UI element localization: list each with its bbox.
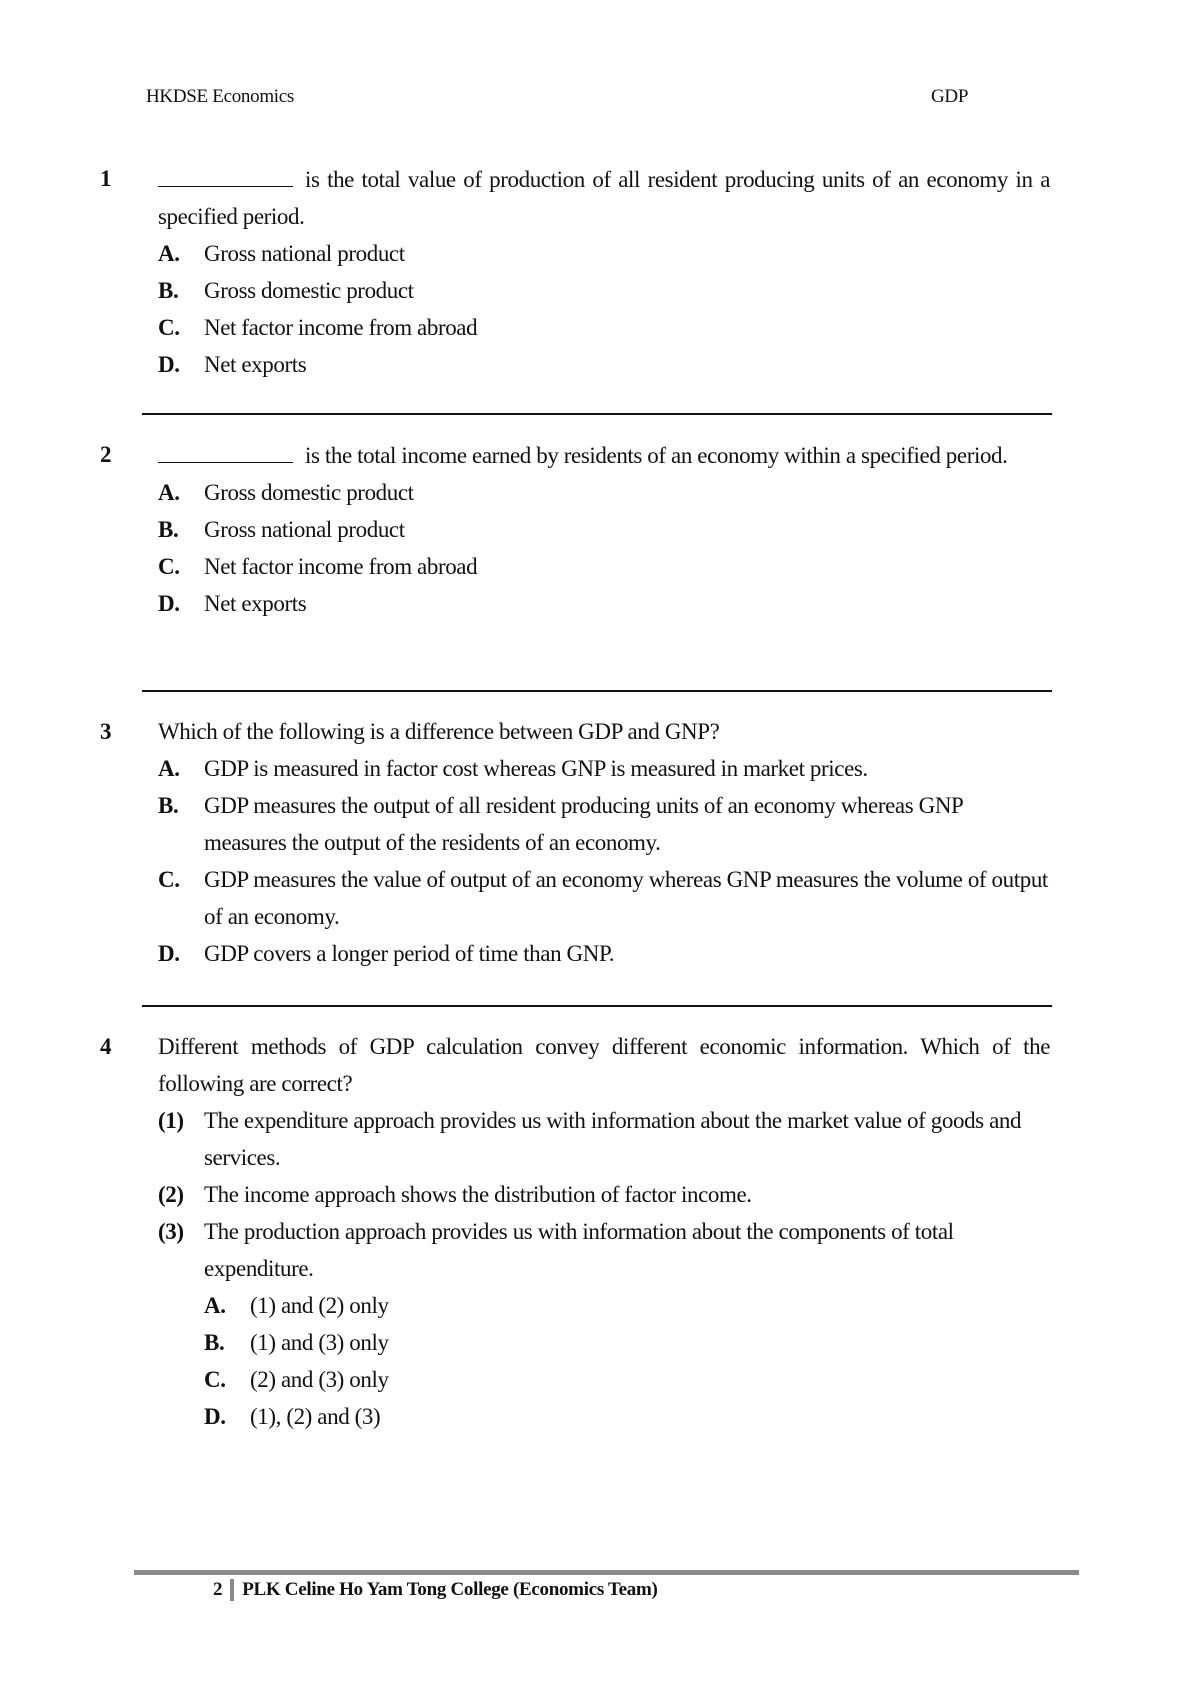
footer-divider bbox=[134, 1570, 1079, 1575]
answer-blank bbox=[158, 436, 293, 463]
question-3 bbox=[100, 713, 1050, 972]
statement-3: (3) The production approach provides us with information about the components of total expenditure. bbox=[158, 1219, 954, 1281]
option-b: B. (1) and (3) only bbox=[204, 1330, 389, 1355]
header-topic: GDP bbox=[931, 86, 969, 107]
question-divider bbox=[142, 1005, 1052, 1007]
question-stem: Which of the following is a difference between GDP and GNP? bbox=[158, 719, 720, 744]
statement-1: (1) The expenditure approach provides us with information about the market value of goods and services. bbox=[158, 1108, 1022, 1170]
page-number: 2 bbox=[213, 1579, 223, 1600]
answer-options bbox=[204, 1287, 1050, 1435]
question-2 bbox=[100, 436, 1050, 622]
option-a: A. GDP is measured in factor cost whereas GNP is measured in market prices. bbox=[158, 756, 868, 781]
question-1 bbox=[100, 160, 1050, 383]
option-d: D. Net exports bbox=[158, 352, 307, 377]
option-c: C. Net factor income from abroad bbox=[158, 315, 478, 340]
question-divider bbox=[142, 413, 1052, 415]
option-b: B. Gross national product bbox=[158, 517, 405, 542]
option-a: A. Gross domestic product bbox=[158, 480, 414, 505]
footer-separator bbox=[230, 1579, 234, 1601]
option-d: D. (1), (2) and (3) bbox=[204, 1404, 381, 1429]
option-b: B. Gross domestic product bbox=[158, 278, 414, 303]
page-footer bbox=[213, 1579, 658, 1601]
question-stem: is the total income earned by residents of an economy within a specified period. bbox=[158, 436, 1050, 474]
question-stem: Different methods of GDP calculation convey different economic information. Which of the following are correct? bbox=[158, 1034, 1050, 1096]
header-subject: HKDSE Economics bbox=[146, 86, 295, 107]
question-number: 4 bbox=[100, 1034, 112, 1059]
option-c: C. Net factor income from abroad bbox=[158, 554, 478, 579]
option-c: C. GDP measures the value of output of an economy whereas GNP measures the volume of output of an economy. bbox=[158, 867, 1048, 929]
question-number: 2 bbox=[100, 442, 112, 467]
option-a: A. (1) and (2) only bbox=[204, 1293, 389, 1318]
question-number: 1 bbox=[100, 166, 112, 191]
option-d: D. Net exports bbox=[158, 591, 307, 616]
answer-blank bbox=[158, 160, 293, 187]
option-b: B. GDP measures the output of all resident producing units of an economy whereas GNP measures the output of the residents of an economy. bbox=[158, 793, 963, 855]
question-divider bbox=[142, 690, 1052, 692]
question-number: 3 bbox=[100, 719, 112, 744]
school-name: PLK Celine Ho Yam Tong College (Economics Team) bbox=[242, 1579, 658, 1600]
question-4 bbox=[100, 1028, 1050, 1435]
option-c: C. (2) and (3) only bbox=[204, 1367, 389, 1392]
option-a: A. Gross national product bbox=[158, 241, 405, 266]
statement-2: (2) The income approach shows the distribution of factor income. bbox=[158, 1182, 752, 1207]
question-stem: is the total value of production of all resident producing units of an economy in a specified period. bbox=[158, 160, 1050, 235]
option-d: D. GDP covers a longer period of time than GNP. bbox=[158, 941, 615, 966]
